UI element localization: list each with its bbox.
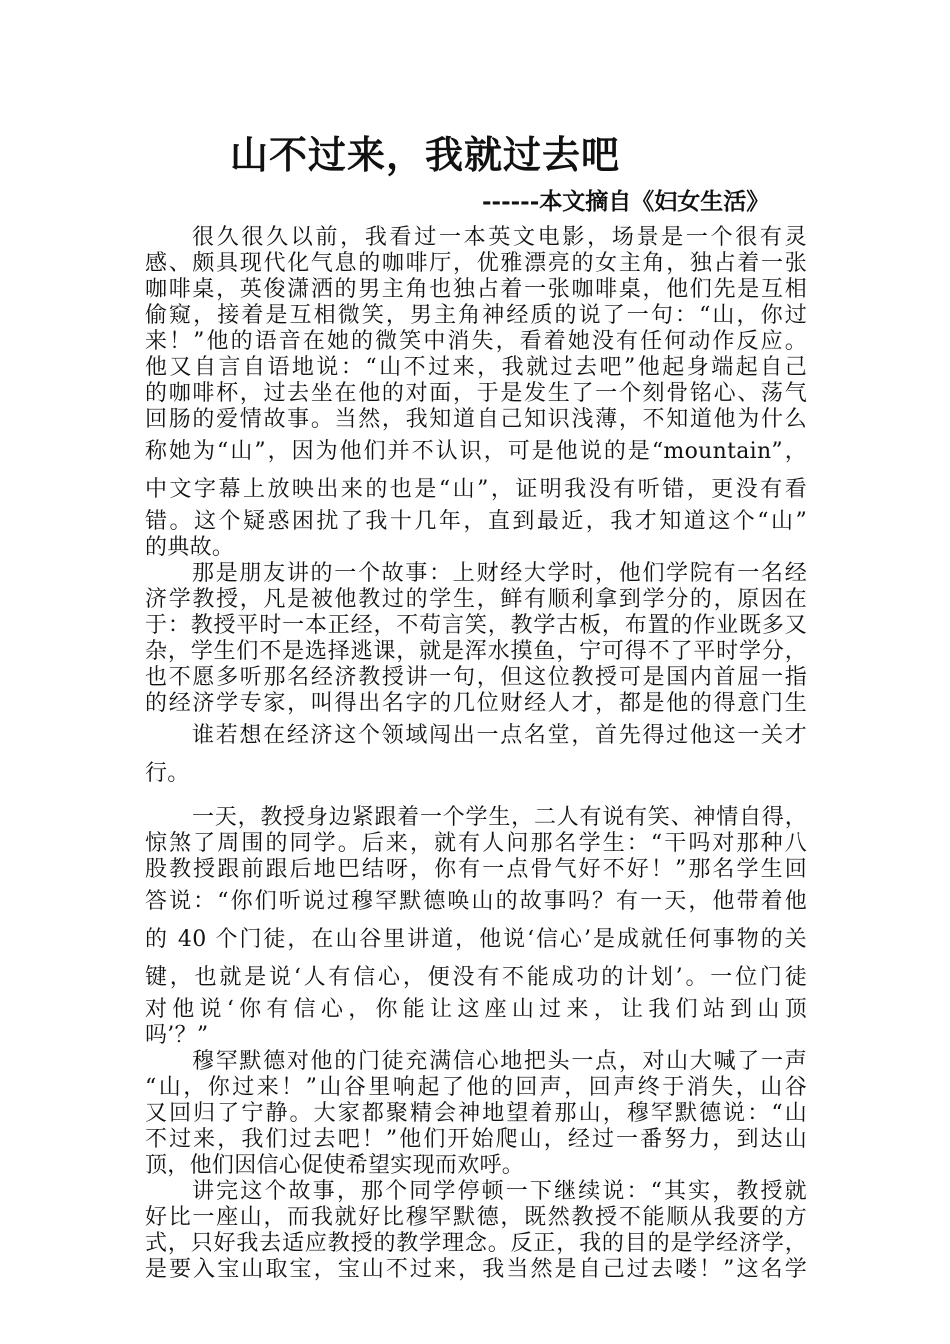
body-line: 中文字幕上放映出来的也是“山”，证明我没有听错，更没有看 (145, 477, 807, 502)
body-line: 的 40 个门徒，在山谷里讲道，他说‘信心’是成就任何事物的关 (145, 927, 807, 952)
body-line: 对他说‘你有信心，你能让这座山过来，让我们站到山顶 (145, 997, 807, 1022)
body-line: 偷窥，接着是互相微笑，男主角神经质的说了一句：“山，你过 (145, 303, 807, 328)
body-line: 答说：“你们听说过穆罕默德唤山的故事吗？有一天，他带着他 (145, 889, 807, 914)
body-line: 的经济学专家，叫得出名字的几位财经人才，都是他的得意门生 (145, 691, 807, 716)
body-line: 吗’？” (145, 1023, 209, 1048)
body-line: 顶，他们因信心促使希望实现而欢呼。 (145, 1153, 525, 1178)
body-line: 不过来，我们过去吧！”他们开始爬山，经过一番努力，到达山 (145, 1127, 807, 1152)
body-line: 咖啡桌，英俊潇洒的男主角也独占着一张咖啡桌，他们先是互相 (145, 277, 807, 302)
body-line: 很久很久以前，我看过一本英文电影，场景是一个很有灵 (192, 225, 807, 250)
body-line: 讲完这个故事，那个同学停顿一下继续说：“其实，教授就 (192, 1179, 807, 1204)
body-line: 杂，学生们不是选择逃课，就是浑水摸鱼，宁可得不了平时学分， (145, 639, 807, 664)
body-line: 那是朋友讲的一个故事：上财经大学时，他们学院有一名经 (192, 561, 807, 586)
body-line: 称她为“山”，因为他们并不认识，可是他说的是“mountain”， (145, 439, 807, 464)
body-line: 一天，教授身边紧跟着一个学生，二人有说有笑、神情自得， (192, 805, 807, 830)
body-line: 谁若想在经济这个领域闯出一点名堂，首先得过他这一关才 (192, 723, 807, 748)
body-line: 式，只好我去适应教授的教学理念。反正，我的目的是学经济学， (145, 1231, 807, 1256)
body-line: 他又自言自语地说：“山不过来，我就过去吧”他起身端起自己 (145, 355, 807, 380)
body-line: 是要入宝山取宝，宝山不过来，我当然是自己过去喽！”这名学 (145, 1257, 807, 1282)
body-line: 也不愿多听那名经济教授讲一句，但这位教授可是国内首屈一指 (145, 665, 807, 690)
body-line: 错。这个疑惑困扰了我十几年，直到最近，我才知道这个“山” (145, 509, 807, 534)
body-line: “山，你过来！”山谷里响起了他的回声，回声终于消失，山谷 (145, 1075, 807, 1100)
body-line: 又回归了宁静。大家都聚精会神地望着那山，穆罕默德说：“山 (145, 1101, 807, 1126)
body-line: 于：教授平时一本正经，不苟言笑，教学古板，布置的作业既多又 (145, 613, 807, 638)
body-line: 来！”他的语音在她的微笑中消失，看着她没有任何动作反应。 (145, 329, 807, 354)
body-line: 好比一座山，而我就好比穆罕默德，既然教授不能顺从我要的方 (145, 1205, 807, 1230)
body-line: 股教授跟前跟后地巴结呀，你有一点骨气好不好！”那名学生回 (145, 857, 807, 882)
body-line: 济学教授，凡是被他教过的学生，鲜有顺利拿到学分的，原因在 (145, 587, 807, 612)
body-line: 惊煞了周围的同学。后来，就有人问那名学生：“干吗对那种八 (145, 831, 807, 856)
body-line: 回肠的爱情故事。当然，我知道自己知识浅薄，不知道他为什么 (145, 407, 807, 432)
document-title: 山不过来，我就过去吧 (230, 132, 621, 177)
body-line: 行。 (145, 761, 190, 786)
document-source-line: ------本文摘自《妇女生活》 (482, 188, 770, 215)
body-line: 的咖啡杯，过去坐在他的对面，于是发生了一个刻骨铭心、荡气 (145, 381, 807, 406)
document-body (145, 225, 807, 1283)
body-line: 键，也就是说‘人有信心，便没有不能成功的计划’。一位门徒 (145, 965, 807, 990)
body-line: 感、颇具现代化气息的咖啡厅，优雅漂亮的女主角，独占着一张 (145, 251, 807, 276)
body-line: 穆罕默德对他的门徒充满信心地把头一点，对山大喊了一声 (192, 1049, 807, 1074)
body-line: 的典故。 (145, 535, 235, 560)
